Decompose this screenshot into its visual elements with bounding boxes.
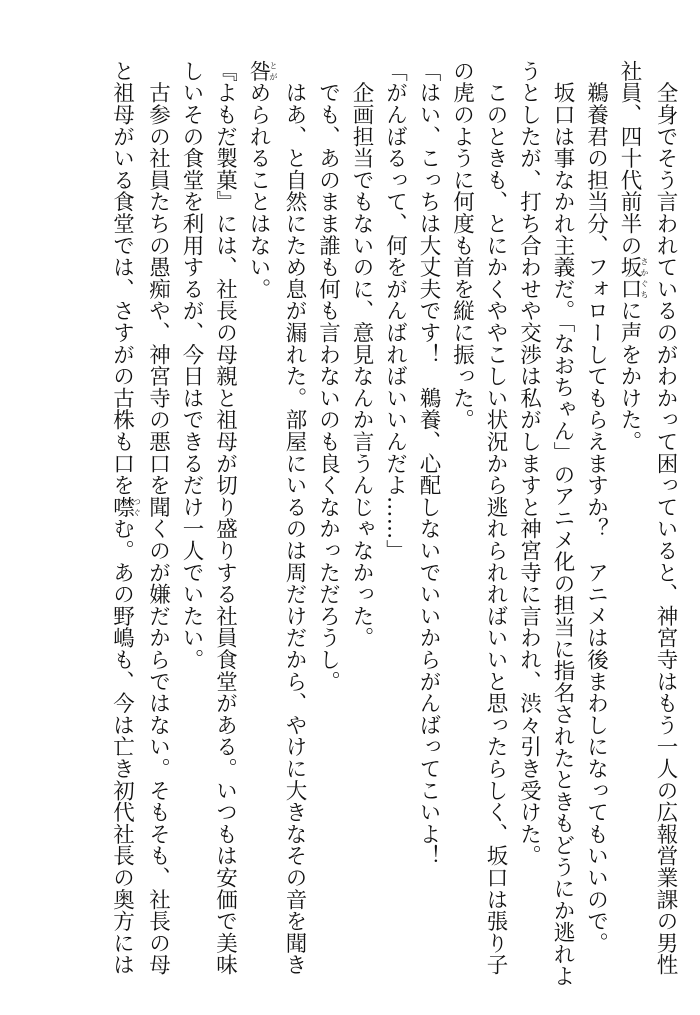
text-line-11: でも、あのまま誰も何も言わないのも良くなかっただろうし。 (315, 60, 341, 693)
text-line-9: 「がんばるって、何をがんばればいいんだよ……」 (382, 60, 408, 562)
text-line-6: このときも、とにかくややこしい状況から逃れられればいいと思ったらしく、坂口は張り子 (483, 60, 508, 976)
text-line-1: 全身でそう言われているのがわかって困っていると、神宮寺はもう一人の広報営業課の男性 (653, 60, 678, 976)
text-line-5: うとしたが、打ち合わせや交渉は私がしますと神宮寺に言われ、渋々引き受けた。 (516, 60, 542, 867)
ruby-toga: 咎とが (246, 60, 278, 82)
vertical-text-block (105, 60, 682, 987)
text-line-14: 『よもだ製菓』には、社長の母親と祖母が切り盛りする社員食堂がある。いつもは安価で美味 (212, 60, 238, 976)
text-line-2-head: 社員、四十代前半の (617, 60, 642, 257)
text-line-15: しいその食堂を利用するが、今日はできるだけ一人でいたい。 (179, 60, 204, 671)
text-line-2 (613, 60, 649, 980)
text-line-10: 企画担当でもないのに、意見なんか言うんじゃなかった。 (349, 60, 374, 649)
text-line-4: 坂口は事なかれ主義だ。「なおちゃん」のアニメ化の担当に指名されたときもどうにか逃れよ (550, 60, 575, 987)
text-line-2-tail: に声をかけた。 (617, 299, 642, 453)
text-line-13 (242, 60, 278, 980)
ruby-sakaguchi: 坂口さかぐち (617, 256, 649, 300)
text-line-16: 古参の社員たちの愚痴や、神宮寺の悪口を聞くのが嫌だからではない。そもそも、社長の母 (145, 60, 171, 976)
ruby-tsugu: 噤つぐ (109, 496, 142, 518)
text-line-8: 「はい、こっちは大丈夫です！ 鵜養、心配しないでいいからがんばってこいよ！ (416, 60, 441, 867)
text-line-3: 鵜養君の担当分、フォローしてもらえますか？ アニメは後まわしになってもいいので。 (583, 60, 609, 954)
text-line-17 (105, 60, 141, 980)
text-line-12: はあ、と自然にため息が漏れた。部屋にいるのは周だけだから、やけに大きなその音を聞き (282, 60, 307, 976)
text-line-17-head: と祖母がいる食堂では、さすがの古株も口を (109, 60, 135, 496)
text-line-17-tail: む。あの野嶋も、今は亡き初代社長の奥方には (109, 517, 135, 976)
text-line-13-tail: められることはない。 (246, 81, 271, 300)
text-line-7: の虎のように何度も首を縦に振った。 (449, 60, 475, 431)
